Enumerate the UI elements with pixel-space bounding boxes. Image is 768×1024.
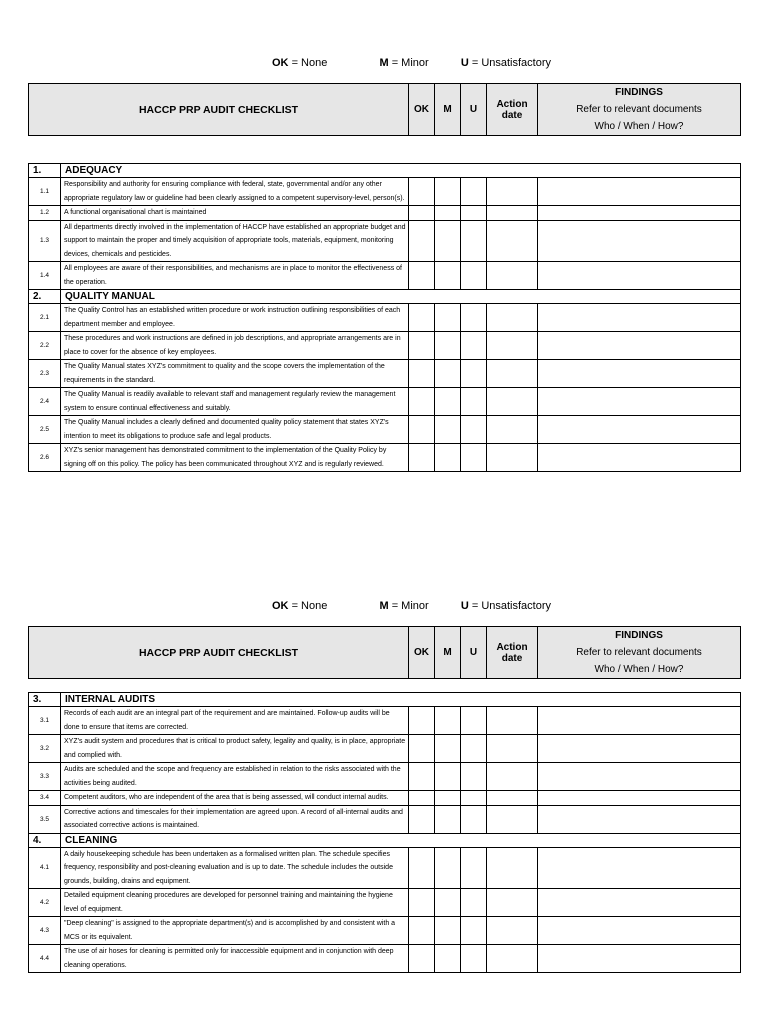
legend-u-value: = Unsatisfactory	[471, 57, 552, 69]
item-text: Responsibility and authority for ensuring compliance with federal, state, governmental and/or any other appropriate regulatory law or guideline had been clearly assigned to a competent supervisory-level, person(s).	[61, 178, 409, 206]
m-cell[interactable]	[435, 444, 461, 472]
u-cell[interactable]	[461, 416, 487, 444]
col-action-date: Action date	[487, 627, 538, 679]
findings-title: FINDINGS	[615, 630, 663, 641]
ok-cell[interactable]	[409, 206, 435, 221]
ok-cell[interactable]	[409, 735, 435, 763]
u-cell[interactable]	[461, 178, 487, 206]
findings-line3: Who / When / How?	[594, 664, 684, 675]
item-text: The Quality Manual includes a clearly defined and documented quality policy statement that states XYZ's intention to meet its obligations to produce safe and legal products.	[61, 416, 409, 444]
u-cell[interactable]	[461, 735, 487, 763]
ok-cell[interactable]	[409, 178, 435, 206]
ok-cell[interactable]	[409, 805, 435, 833]
section-number: 3.	[29, 693, 61, 707]
checklist-body-1	[28, 163, 741, 472]
item-number: 4.4	[29, 945, 61, 973]
findings-cell[interactable]	[538, 178, 741, 206]
ok-cell[interactable]	[409, 791, 435, 806]
legend-ok-value: = None	[291, 600, 328, 612]
legend-2	[272, 600, 551, 612]
u-cell[interactable]	[461, 262, 487, 290]
action-date-cell[interactable]	[487, 262, 538, 290]
item-text: The Quality Manual states XYZ's commitment to quality and the scope covers the implementation of the requirements in the standard.	[61, 360, 409, 388]
ok-cell[interactable]	[409, 945, 435, 973]
action-date-cell[interactable]	[487, 847, 538, 889]
section-number: 2.	[29, 290, 61, 304]
findings-cell[interactable]	[538, 889, 741, 917]
checklist-row	[29, 416, 741, 444]
checklist-row	[29, 178, 741, 206]
col-m: M	[435, 84, 461, 136]
u-cell[interactable]	[461, 889, 487, 917]
item-text: "Deep cleaning" is assigned to the appropriate department(s) and is accomplished by and consistent with a MCS or its equivalent.	[61, 917, 409, 945]
u-cell[interactable]	[461, 847, 487, 889]
legend-ok-value: = None	[291, 57, 328, 69]
checklist-row	[29, 889, 741, 917]
ok-cell[interactable]	[409, 707, 435, 735]
legend-u-key: U	[460, 600, 469, 612]
checklist-row	[29, 917, 741, 945]
u-cell[interactable]	[461, 945, 487, 973]
ok-cell[interactable]	[409, 889, 435, 917]
checklist-title: HACCP PRP AUDIT CHECKLIST	[29, 84, 409, 136]
u-cell[interactable]	[461, 388, 487, 416]
findings-cell[interactable]	[538, 805, 741, 833]
legend-m-value: = Minor	[391, 600, 429, 612]
item-number: 2.4	[29, 388, 61, 416]
section-title: INTERNAL AUDITS	[61, 693, 741, 707]
ok-cell[interactable]	[409, 262, 435, 290]
findings-cell[interactable]	[538, 206, 741, 221]
item-number: 3.2	[29, 735, 61, 763]
m-cell[interactable]	[435, 805, 461, 833]
m-cell[interactable]	[435, 388, 461, 416]
legend-m-key: M	[379, 600, 389, 612]
ok-cell[interactable]	[409, 847, 435, 889]
findings-cell[interactable]	[538, 388, 741, 416]
ok-cell[interactable]	[409, 763, 435, 791]
findings-cell[interactable]	[538, 735, 741, 763]
section-number: 4.	[29, 833, 61, 847]
m-cell[interactable]	[435, 178, 461, 206]
item-number: 2.1	[29, 304, 61, 332]
col-u: U	[461, 627, 487, 679]
item-text: A functional organisational chart is maintained	[61, 206, 409, 221]
u-cell[interactable]	[461, 220, 487, 262]
item-number: 2.5	[29, 416, 61, 444]
item-text: The use of air hoses for cleaning is permitted only for inaccessible equipment and in conjunction with deep cleaning operations.	[61, 945, 409, 973]
item-number: 2.3	[29, 360, 61, 388]
item-text: All departments directly involved in the implementation of HACCP have established an appropriate budget and support to maintain the proper and timely acquisition of appropriate tools, materials, equipment, monitoring devices, chemicals and pesticides.	[61, 220, 409, 262]
checklist-row	[29, 791, 741, 806]
legend-ok-key: OK	[272, 600, 289, 612]
u-cell[interactable]	[461, 360, 487, 388]
ok-cell[interactable]	[409, 917, 435, 945]
section-header	[29, 290, 741, 304]
ok-cell[interactable]	[409, 388, 435, 416]
m-cell[interactable]	[435, 791, 461, 806]
legend-u-value: = Unsatisfactory	[471, 600, 552, 612]
findings-cell[interactable]	[538, 360, 741, 388]
item-text: These procedures and work instructions are defined in job descriptions, and appropriate arrangements are in place to cover for the absence of key employees.	[61, 332, 409, 360]
item-text: The Quality Manual is readily available to relevant staff and management regularly review the management system to ensure continual effectiveness and suitably.	[61, 388, 409, 416]
item-text: Competent auditors, who are independent of the area that is being assessed, will conduct internal audits.	[61, 791, 409, 806]
findings-cell[interactable]	[538, 444, 741, 472]
checklist-header-2	[28, 626, 741, 679]
item-text: A daily housekeeping schedule has been undertaken as a formalised written plan. The schedule specifies frequency, responsibility and post-cleaning evaluation and is up to date. The schedule includes the outside grounds, building, drains and equipment.	[61, 847, 409, 889]
u-cell[interactable]	[461, 444, 487, 472]
item-text: Detailed equipment cleaning procedures are developed for personnel training and maintaining the hygiene level of equipment.	[61, 889, 409, 917]
checklist-body-2	[28, 692, 741, 973]
action-date-cell[interactable]	[487, 416, 538, 444]
action-date-cell[interactable]	[487, 444, 538, 472]
action-date-cell[interactable]	[487, 791, 538, 806]
action-date-cell[interactable]	[487, 917, 538, 945]
col-u: U	[461, 84, 487, 136]
col-action-date: Action date	[487, 84, 538, 136]
findings-cell[interactable]	[538, 763, 741, 791]
action-date-cell[interactable]	[487, 388, 538, 416]
ok-cell[interactable]	[409, 332, 435, 360]
item-number: 4.3	[29, 917, 61, 945]
u-cell[interactable]	[461, 304, 487, 332]
u-cell[interactable]	[461, 332, 487, 360]
action-date-cell[interactable]	[487, 178, 538, 206]
m-cell[interactable]	[435, 360, 461, 388]
m-cell[interactable]	[435, 304, 461, 332]
u-cell[interactable]	[461, 763, 487, 791]
item-text: The Quality Control has an established written procedure or work instruction outlining responsibilities of each department member and employee.	[61, 304, 409, 332]
item-number: 1.3	[29, 220, 61, 262]
findings-line2: Refer to relevant documents	[576, 647, 702, 658]
m-cell[interactable]	[435, 945, 461, 973]
u-cell[interactable]	[461, 707, 487, 735]
findings-cell[interactable]	[538, 945, 741, 973]
legend-u-key: U	[460, 57, 469, 69]
ok-cell[interactable]	[409, 360, 435, 388]
item-number: 3.1	[29, 707, 61, 735]
section-header	[29, 693, 741, 707]
checklist-row	[29, 945, 741, 973]
action-date-cell[interactable]	[487, 220, 538, 262]
checklist-row	[29, 360, 741, 388]
m-cell[interactable]	[435, 763, 461, 791]
checklist-row	[29, 763, 741, 791]
action-date-cell[interactable]	[487, 805, 538, 833]
section-header	[29, 164, 741, 178]
ok-cell[interactable]	[409, 304, 435, 332]
findings-line2: Refer to relevant documents	[576, 104, 702, 115]
col-m: M	[435, 627, 461, 679]
findings-title: FINDINGS	[615, 87, 663, 98]
item-text: Audits are scheduled and the scope and frequency are established in relation to the risks associated with the activities being audited.	[61, 763, 409, 791]
u-cell[interactable]	[461, 805, 487, 833]
findings-cell[interactable]	[538, 332, 741, 360]
legend-m-key: M	[379, 57, 389, 69]
item-text: XYZ's audit system and procedures that is critical to product safety, legality and quality, is in place, appropriate and complied with.	[61, 735, 409, 763]
m-cell[interactable]	[435, 917, 461, 945]
checklist-row	[29, 847, 741, 889]
item-text: XYZ's senior management has demonstrated commitment to the implementation of the Quality Policy by signing off on this policy. The policy has been communicated throughout XYZ and is regularly reviewed.	[61, 444, 409, 472]
m-cell[interactable]	[435, 735, 461, 763]
u-cell[interactable]	[461, 791, 487, 806]
legend-m-value: = Minor	[391, 57, 429, 69]
checklist-row	[29, 735, 741, 763]
action-date-cell[interactable]	[487, 763, 538, 791]
findings-cell[interactable]	[538, 707, 741, 735]
action-date-cell[interactable]	[487, 945, 538, 973]
ok-cell[interactable]	[409, 444, 435, 472]
u-cell[interactable]	[461, 206, 487, 221]
section-title: QUALITY MANUAL	[61, 290, 741, 304]
checklist-row	[29, 206, 741, 221]
checklist-row	[29, 332, 741, 360]
col-ok: OK	[409, 627, 435, 679]
checklist-row	[29, 805, 741, 833]
item-number: 3.4	[29, 791, 61, 806]
item-number: 2.6	[29, 444, 61, 472]
ok-cell[interactable]	[409, 220, 435, 262]
action-date-cell[interactable]	[487, 889, 538, 917]
item-number: 1.2	[29, 206, 61, 221]
col-findings	[538, 627, 741, 679]
checklist-row	[29, 304, 741, 332]
findings-cell[interactable]	[538, 847, 741, 889]
m-cell[interactable]	[435, 262, 461, 290]
item-text: Records of each audit are an integral part of the requirement and are maintained. Follow-up audits will be done to ensure that items are corrected.	[61, 707, 409, 735]
action-date-cell[interactable]	[487, 735, 538, 763]
action-date-cell[interactable]	[487, 360, 538, 388]
checklist-row	[29, 444, 741, 472]
m-cell[interactable]	[435, 416, 461, 444]
checklist-row	[29, 262, 741, 290]
findings-cell[interactable]	[538, 220, 741, 262]
legend-1	[272, 57, 551, 69]
item-number: 3.5	[29, 805, 61, 833]
checklist-header-1	[28, 83, 741, 136]
checklist-title: HACCP PRP AUDIT CHECKLIST	[29, 627, 409, 679]
m-cell[interactable]	[435, 332, 461, 360]
item-text: Corrective actions and timescales for their implementation are agreed upon. A record of all-internal audits and associated corrective actions is maintained.	[61, 805, 409, 833]
findings-cell[interactable]	[538, 791, 741, 806]
section-title: CLEANING	[61, 833, 741, 847]
u-cell[interactable]	[461, 917, 487, 945]
ok-cell[interactable]	[409, 416, 435, 444]
findings-cell[interactable]	[538, 262, 741, 290]
section-title: ADEQUACY	[61, 164, 741, 178]
section-header	[29, 833, 741, 847]
m-cell[interactable]	[435, 847, 461, 889]
m-cell[interactable]	[435, 889, 461, 917]
item-number: 2.2	[29, 332, 61, 360]
findings-cell[interactable]	[538, 304, 741, 332]
checklist-row	[29, 707, 741, 735]
item-number: 1.4	[29, 262, 61, 290]
col-ok: OK	[409, 84, 435, 136]
item-number: 4.1	[29, 847, 61, 889]
item-number: 3.3	[29, 763, 61, 791]
action-date-cell[interactable]	[487, 304, 538, 332]
m-cell[interactable]	[435, 206, 461, 221]
section-number: 1.	[29, 164, 61, 178]
checklist-row	[29, 220, 741, 262]
checklist-row	[29, 388, 741, 416]
action-date-cell[interactable]	[487, 707, 538, 735]
action-date-cell[interactable]	[487, 332, 538, 360]
item-number: 1.1	[29, 178, 61, 206]
col-findings	[538, 84, 741, 136]
m-cell[interactable]	[435, 707, 461, 735]
action-date-cell[interactable]	[487, 206, 538, 221]
item-text: All employees are aware of their responsibilities, and mechanisms are in place to monitor the effectiveness of the operation.	[61, 262, 409, 290]
findings-cell[interactable]	[538, 416, 741, 444]
findings-line3: Who / When / How?	[594, 121, 684, 132]
legend-ok-key: OK	[272, 57, 289, 69]
m-cell[interactable]	[435, 220, 461, 262]
item-number: 4.2	[29, 889, 61, 917]
findings-cell[interactable]	[538, 917, 741, 945]
